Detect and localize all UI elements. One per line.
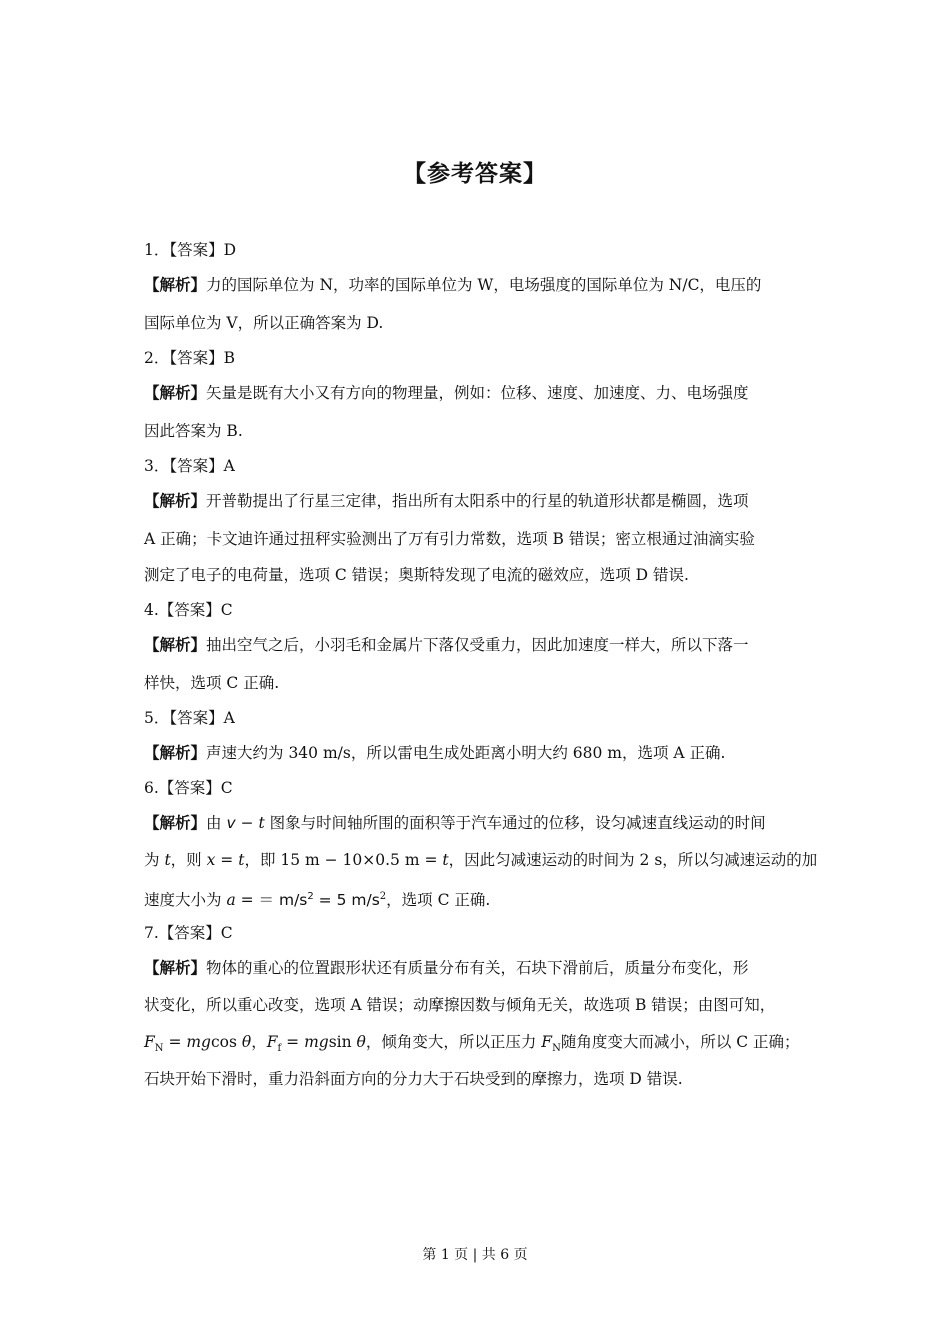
page-title: 【参考答案】 xyxy=(403,161,547,187)
page-number: 1 xyxy=(440,1247,450,1263)
explanation-7-line-3 xyxy=(144,1032,800,1059)
explanation-label: 【解析】 xyxy=(144,744,207,762)
var-x: x xyxy=(206,851,216,869)
text: 速度大小为 xyxy=(144,891,227,910)
text: = ＝ xyxy=(235,891,279,910)
explanation-3-line-3: 测定了电子的电荷量，选项 C 错误；奥斯特发现了电流的磁效应，选项 D 错误. xyxy=(144,566,689,584)
explanation-6-line-2 xyxy=(144,850,817,870)
text: = xyxy=(215,851,239,869)
var-mg: mg xyxy=(186,1033,211,1051)
explanation-7-line-2: 状变化，所以重心改变，选项 A 错误；动摩擦因数与倾角无关，故选项 B 错误；由图可知， xyxy=(144,996,776,1014)
explanation-2-line-1 xyxy=(144,383,749,403)
superscript: 2 xyxy=(379,891,387,902)
explanation-text: 声速大约为 340 m/s，所以雷电生成处距离小明大约 680 m，选项 A 正确. xyxy=(206,744,726,762)
text: ，则 xyxy=(170,851,207,869)
text: = xyxy=(281,1033,305,1051)
text: ，选项 C 正确. xyxy=(386,891,491,910)
text: cos xyxy=(210,1033,242,1051)
footer-text: 页 | 共 xyxy=(449,1247,501,1263)
explanation-text: 物体的重心的位置跟形状还有质量分布有关，石块下滑前后，质量分布变化，形 xyxy=(206,959,749,977)
text: ，倾角变大，所以正压力 xyxy=(365,1033,542,1051)
explanation-label: 【解析】 xyxy=(144,276,207,294)
footer-text: 页 xyxy=(509,1247,528,1263)
explanation-text: 矢量是既有大小又有方向的物理量，例如：位移、速度、加速度、力、电场强度 xyxy=(206,384,749,402)
var-F: F xyxy=(144,1033,155,1051)
text: = xyxy=(163,1033,187,1051)
var-t: t xyxy=(238,851,245,869)
explanation-text: 力的国际单位为 N，功率的国际单位为 W，电场强度的国际单位为 N/C，电压的 xyxy=(206,276,762,294)
page-footer xyxy=(0,1244,950,1264)
explanation-text: 抽出空气之后，小羽毛和金属片下落仅受重力，因此加速度一样大，所以下落一 xyxy=(206,636,749,654)
text: 图象与时间轴所围的面积等于汽车通过的位移，设匀减速直线运动的时间 xyxy=(264,814,766,832)
answer-line-1: 1．【答案】D xyxy=(144,241,237,259)
explanation-2-line-2: 因此答案为 B. xyxy=(144,422,243,440)
text: 为 xyxy=(144,851,165,869)
answer-line-2: 2．【答案】B xyxy=(144,349,236,367)
var-theta: θ xyxy=(241,1033,252,1051)
explanation-6-line-3 xyxy=(144,887,490,910)
subscript: N xyxy=(552,1043,561,1055)
answer-line-5: 5．【答案】A xyxy=(144,709,235,727)
explanation-label: 【解析】 xyxy=(144,636,207,654)
explanation-text: 开普勒提出了行星三定律，指出所有太阳系中的行星的轨道形状都是椭圆，选项 xyxy=(206,492,749,510)
explanation-1-line-2: 国际单位为 V，所以正确答案为 D. xyxy=(144,314,384,332)
text: ，即 15 m − 10×0.5 m = xyxy=(244,851,443,869)
var-F: F xyxy=(266,1033,278,1051)
explanation-label: 【解析】 xyxy=(144,384,207,402)
answer-line-7: 7.【答案】C xyxy=(144,924,233,942)
var-theta: θ xyxy=(356,1033,366,1051)
explanation-7-line-4: 石块开始下滑时，重力沿斜面方向的分力大于石块受到的摩擦力，选项 D 错误. xyxy=(144,1070,683,1088)
unit: = 5 m/s xyxy=(313,891,380,910)
explanation-label: 【解析】 xyxy=(144,959,207,977)
explanation-1-line-1 xyxy=(144,275,761,295)
page-total: 6 xyxy=(500,1247,510,1263)
text: ，因此匀减速运动的时间为 2 s，所以匀减速运动的加 xyxy=(448,851,818,869)
explanation-label: 【解析】 xyxy=(144,492,207,510)
explanation-4-line-2: 样快，选项 C 正确. xyxy=(144,674,280,692)
text: − xyxy=(235,814,259,832)
var-t: t xyxy=(442,851,449,869)
answer-line-4: 4.【答案】C xyxy=(144,601,233,619)
var-t: t xyxy=(258,814,265,832)
explanation-4-line-1 xyxy=(144,635,749,655)
text: ， xyxy=(251,1033,267,1051)
text: sin xyxy=(328,1033,357,1051)
subscript: f xyxy=(277,1043,282,1055)
footer-text: 第 xyxy=(422,1247,441,1263)
unit: m/s xyxy=(278,891,308,910)
answer-line-3: 3．【答案】A xyxy=(144,457,235,475)
text: 由 xyxy=(206,814,227,832)
var-mg: mg xyxy=(304,1033,329,1051)
subscript: N xyxy=(154,1043,164,1055)
var-F: F xyxy=(541,1033,553,1051)
var-v: v xyxy=(226,814,236,832)
explanation-label: 【解析】 xyxy=(144,814,207,832)
text: 随角度变大而减小，所以 C 正确； xyxy=(560,1033,800,1051)
answer-line-6: 6.【答案】C xyxy=(144,779,233,797)
var-t: t xyxy=(164,851,171,869)
var-a: a xyxy=(226,891,236,910)
explanation-3-line-1 xyxy=(144,491,749,511)
superscript: 2 xyxy=(307,891,314,902)
explanation-5-line-1 xyxy=(144,743,725,763)
explanation-3-line-2: A 正确；卡文迪许通过扭秤实验测出了万有引力常数，选项 B 错误；密立根通过油滴实验 xyxy=(144,530,755,548)
explanation-7-line-1 xyxy=(144,958,749,978)
explanation-6-line-1 xyxy=(144,813,766,833)
